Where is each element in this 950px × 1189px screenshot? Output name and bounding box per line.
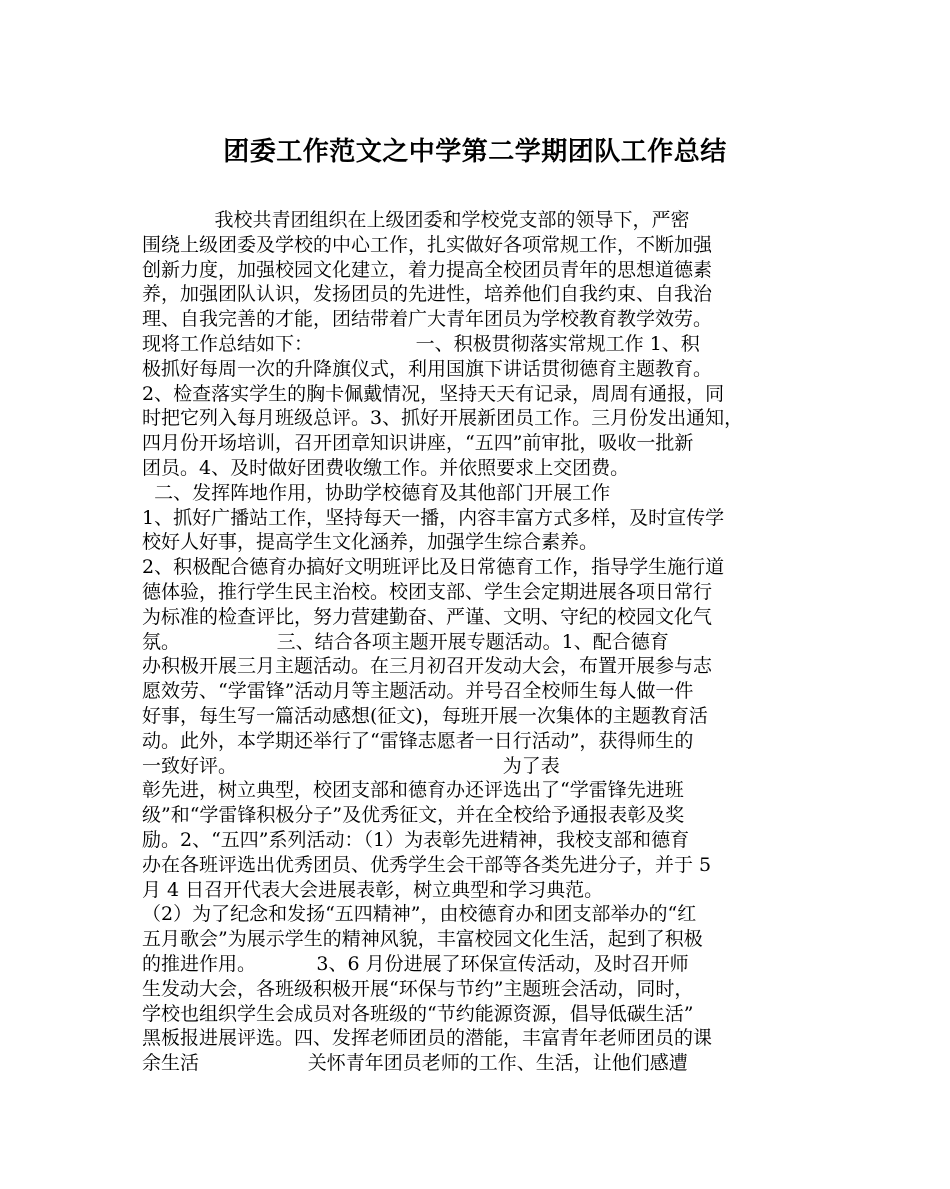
body-line: 级”和“学雷锋积极分子”及优秀征文，并在全校给予通报表彰及奖: [142, 804, 685, 827]
body-line: 德体验，推行学生民主治校。校团支部、学生会定期进展各项日常行: [142, 580, 713, 603]
document-body: [142, 208, 812, 1076]
body-line: 励。2、“五四”系列活动：（1）为表彰先进精神，我校支部和德育: [142, 828, 690, 851]
body-line: 现将工作总结如下： 一、积极贯彻落实常规工作 1、积: [142, 332, 700, 355]
body-line: 2、积极配合德育办搞好文明班评比及日常德育工作，指导学生施行道: [142, 556, 725, 579]
body-line: 我校共青团组织在上级团委和学校党支部的领导下，严密: [142, 209, 690, 231]
body-line: 2、检查落实学生的胸卡佩戴情况，坚持天天有记录，周周有通报，同: [142, 382, 725, 405]
body-line: 创新力度，加强校园文化建立，着力提高全校团员青年的思想道德素: [142, 258, 713, 281]
body-line: （2）为了纪念和发扬“五四精神”，由校德育办和团支部举办的“红: [142, 903, 697, 926]
body-line: 一致好评。 为了表: [142, 754, 560, 777]
body-line: 彰先进，树立典型，校团支部和德育办还评选出了“学雷锋先进班: [142, 779, 684, 802]
body-line: 愿效劳、“学雷锋”活动月等主题活动。并号召全校师生每人做一件: [142, 680, 694, 703]
body-line: 学校也组织学生会成员对各班级的“节约能源资源，倡导低碳生活”: [142, 1002, 694, 1025]
body-line: 黑板报进展评选。四、发挥老师团员的潜能，丰富青年老师团员的课: [142, 1027, 713, 1050]
body-line: 校好人好事，提高学生文化涵养，加强学生综合素养。: [142, 531, 599, 554]
body-line: 时把它列入每月班级总评。3、抓好开展新团员工作。三月份发出通知，: [142, 407, 744, 430]
body-line: 好事，每生写一篇活动感想(征文)，每班开展一次集体的主题教育活: [142, 704, 708, 727]
body-line: 生发动大会，各班级积极开展“环保与节约”主题班会活动，同时，: [142, 977, 694, 1000]
document-title: 团委工作范文之中学第二学期团队工作总结: [223, 137, 727, 167]
body-line: 余生活 关怀青年团员老师的工作、生活，让他们感遭: [142, 1052, 688, 1075]
body-line: 动。此外，本学期还举行了“雷锋志愿者一日行活动”，获得师生的: [142, 729, 694, 752]
body-line: 为标准的检查评比，努力营建勤奋、严谨、文明、守纪的校园文化气: [142, 605, 713, 628]
body-line: 养，加强团队认识，发扬团员的先进性，培养他们自我约束、自我治: [142, 283, 713, 306]
body-line: 理、自我完善的才能，团结带着广大青年团员为学校教育教学效劳。: [142, 308, 713, 331]
body-line: 四月份开场培训，召开团章知识讲座，“五四”前审批，吸收一批新: [142, 432, 694, 455]
body-line: 办积极开展三月主题活动。在三月初召开发动大会，布置开展参与志: [142, 655, 713, 678]
body-line: 氛。 三、结合各项主题开展专题活动。1、配合德育: [142, 630, 669, 653]
body-line: 极抓好每周一次的升降旗仪式，利用国旗下讲话贯彻德育主题教育。: [142, 357, 713, 380]
body-line: 团员。4、及时做好团费收缴工作。并依照要求上交团费。: [142, 456, 630, 479]
body-line: 月 4 日召开代表大会进展表彰，树立典型和学习典范。: [142, 878, 604, 901]
body-line: 办在各班评选出优秀团员、优秀学生会干部等各类先进分子，并于 5: [142, 853, 712, 876]
body-line: 的推进作用。 3、6 月份进展了环保宣传活动，及时召开师: [142, 952, 689, 975]
body-line: 五月歌会”为展示学生的精神风貌，丰富校园文化生活，起到了积极: [142, 928, 703, 951]
body-line: 围绕上级团委及学校的中心工作，扎实做好各项常规工作，不断加强: [142, 233, 713, 256]
body-line: 1、抓好广播站工作，坚持每天一播，内容丰富方式多样，及时宣传学: [142, 506, 725, 529]
section-heading: 二、发挥阵地作用，协助学校德育及其他部门开展工作: [142, 481, 611, 504]
